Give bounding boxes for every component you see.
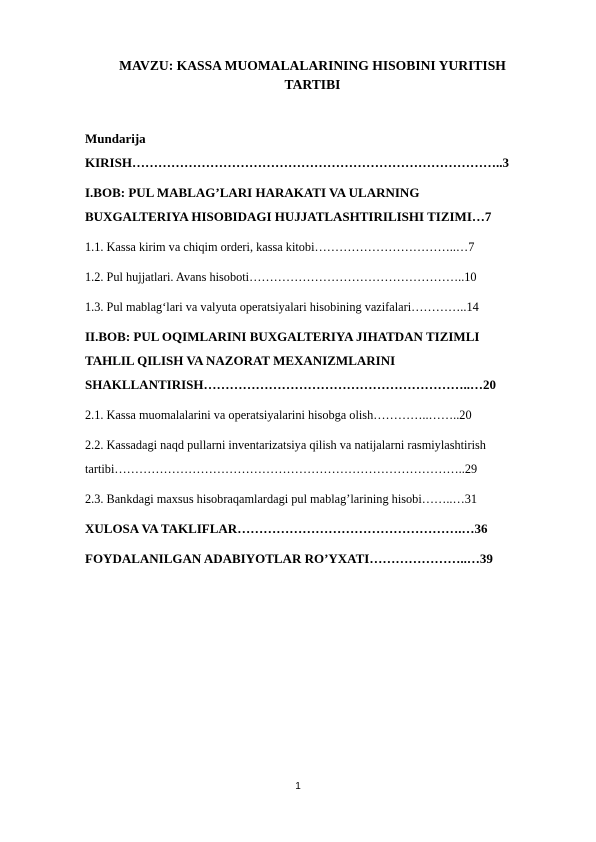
- toc-entry-2-2-line-2: tartibi…………………………………………………………………………..29: [85, 462, 478, 476]
- toc-entry-chapter-1-line-2: BUXGALTERIYA HISOBIDAGI HUJJATLASHTIRILISHI TIZIMI…7: [85, 209, 492, 224]
- document-title-line-1: MAVZU: KASSA MUOMALALARINING HISOBINI YURITISH: [119, 58, 506, 73]
- toc-entry-1-3: 1.3. Pul mablag‘lari va valyuta operatsiyalari hisobining vazifalari…………..14: [85, 300, 479, 314]
- toc-entry-chapter-1-line-1: I.BOB: PUL MABLAG’LARI HARAKATI VA ULARNING: [85, 185, 420, 200]
- document-title: [90, 56, 535, 94]
- page-number: 1: [295, 781, 301, 792]
- toc-entry-adabiyotlar: FOYDALANILGAN ADABIYOTLAR RO’YXATI…………………..…39: [85, 551, 493, 566]
- toc-heading: Mundarija: [85, 131, 146, 146]
- toc-entry-xulosa: XULOSA VA TAKLIFLAR…………………………………………….…36: [85, 521, 488, 536]
- toc-entry-chapter-2-line-3: SHAKLLANTIRISH……………………………………………………..…20: [85, 377, 496, 392]
- toc-entry-chapter-2-line-2: TAHLIL QILISH VA NAZORAT MEXANIZMLARINI: [85, 353, 396, 368]
- toc-entry-2-2-line-1: 2.2. Kassadagi naqd pullarni inventarizatsiya qilish va natijalarni rasmiylashtirish: [85, 438, 486, 452]
- document-title-line-2: TARTIBI: [284, 77, 341, 92]
- toc-entry-1-1: 1.1. Kassa kirim va chiqim orderi, kassa kitobi……………………………..…7: [85, 240, 475, 254]
- toc-entry-kirish: KIRISH…………………………………………………………………………..3: [85, 155, 509, 170]
- toc-entry-2-1: 2.1. Kassa muomalalarini va operatsiyalarini hisobga olish…………..……..20: [85, 408, 472, 422]
- toc-entry-chapter-2-line-1: II.BOB: PUL OQIMLARINI BUXGALTERIYA JIHATDAN TIZIMLI: [85, 329, 480, 344]
- toc-entry-2-3: 2.3. Bankdagi maxsus hisobraqamlardagi pul mablag’larining hisobi……..…31: [85, 492, 478, 506]
- toc-entry-1-2: 1.2. Pul hujjatlari. Avans hisoboti……………………………………………..10: [85, 270, 477, 284]
